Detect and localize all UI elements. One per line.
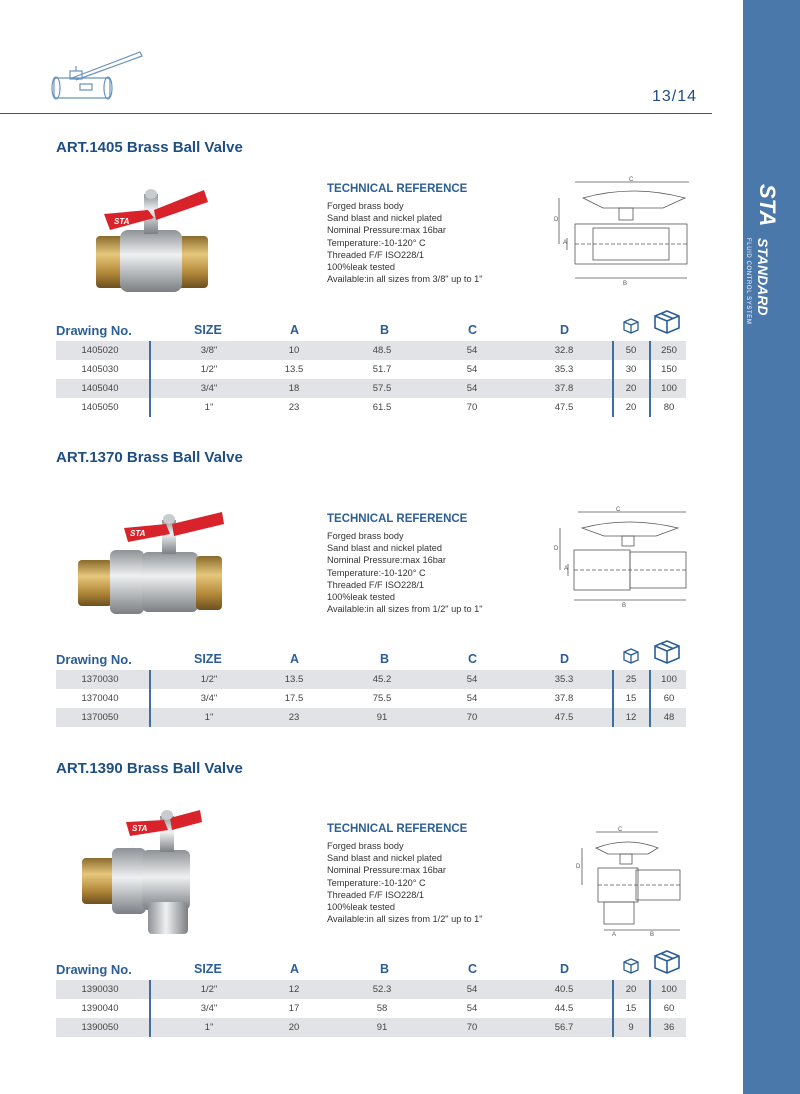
col-c: C [468, 652, 478, 666]
table-row [56, 398, 686, 417]
cell-c: 54 [466, 345, 478, 356]
table-row [56, 360, 686, 379]
svg-text:A: A [563, 240, 568, 246]
svg-text:A: A [564, 566, 569, 572]
cell-d: 40.5 [554, 984, 574, 995]
table-row [56, 341, 686, 360]
cell-size: 1/2" [200, 674, 218, 685]
cell-drawing-no: 1390040 [81, 1003, 119, 1014]
cell-inner-box: 20 [625, 984, 637, 995]
col-a: A [290, 962, 300, 976]
dimension-drawing [574, 826, 690, 943]
cell-inner-box: 20 [625, 383, 637, 394]
brand-logo [745, 184, 794, 344]
cell-size: 3/4" [200, 693, 218, 704]
cell-b: 91 [376, 1022, 388, 1033]
tech-line: Temperature:-10-120° C [327, 877, 426, 888]
tech-line: 100%leak tested [327, 902, 395, 913]
svg-text:C: C [616, 507, 621, 513]
page-number: 13/14 [652, 88, 698, 105]
col-b: B [380, 962, 390, 976]
inner-box-icon [622, 958, 640, 979]
cell-carton: 60 [663, 1003, 675, 1014]
svg-text:C: C [629, 177, 634, 183]
cell-b: 75.5 [372, 693, 392, 704]
cell-inner-box: 9 [628, 1022, 634, 1033]
cell-a: 10 [288, 345, 300, 356]
column-divider [149, 670, 151, 727]
svg-text:B: B [650, 932, 655, 938]
svg-text:A: A [612, 932, 617, 938]
cell-a: 17 [288, 1003, 300, 1014]
table-row [56, 708, 686, 727]
table-row [56, 379, 686, 398]
cell-a: 20 [288, 1022, 300, 1033]
section-title: ART.1390 Brass Ball Valve [56, 760, 243, 777]
column-divider [612, 341, 614, 417]
section-title: ART.1405 Brass Ball Valve [56, 139, 243, 156]
tech-line: Nominal Pressure:max 16bar [327, 225, 446, 236]
col-drawing-no: Drawing No. [56, 323, 132, 338]
col-b: B [380, 652, 390, 666]
cell-drawing-no: 1390030 [81, 984, 119, 995]
inner-box-icon [622, 648, 640, 669]
cell-c: 54 [466, 693, 478, 704]
cell-carton: 100 [661, 674, 677, 685]
cell-c: 54 [466, 984, 478, 995]
cell-drawing-no: 1405020 [81, 345, 119, 356]
dimension-drawing [553, 176, 693, 295]
cell-c: 70 [466, 1022, 478, 1033]
cell-b: 58 [376, 1003, 388, 1014]
table-row [56, 1018, 686, 1037]
cell-carton: 100 [661, 984, 677, 995]
brand-tagline: FLUID CONTROL SYSTEM [745, 238, 751, 325]
cell-a: 18 [288, 383, 300, 394]
cell-inner-box: 50 [625, 345, 637, 356]
cell-size: 3/4" [200, 383, 218, 394]
cell-carton: 36 [663, 1022, 675, 1033]
cell-inner-box: 15 [625, 693, 637, 704]
svg-text:D: D [554, 546, 559, 552]
section-title: ART.1370 Brass Ball Valve [56, 449, 243, 466]
col-size: SIZE [194, 962, 222, 976]
cell-size: 1" [204, 1022, 214, 1033]
cell-carton: 100 [661, 383, 677, 394]
svg-text:B: B [623, 281, 628, 287]
cell-a: 13.5 [284, 674, 304, 685]
cell-b: 45.2 [372, 674, 392, 685]
column-divider [149, 980, 151, 1037]
cell-inner-box: 25 [625, 674, 637, 685]
column-divider [649, 980, 651, 1037]
col-c: C [468, 323, 478, 337]
product-photo [76, 508, 226, 621]
cell-b: 91 [376, 712, 388, 723]
cell-drawing-no: 1390050 [81, 1022, 119, 1033]
column-divider [612, 670, 614, 727]
cell-d: 32.8 [554, 345, 574, 356]
tech-line: Nominal Pressure:max 16bar [327, 865, 446, 876]
technical-reference [327, 513, 537, 615]
tech-line: Available:in all sizes from 1/2" up to 1" [327, 604, 483, 615]
cell-a: 23 [288, 402, 300, 413]
cell-size: 1" [204, 712, 214, 723]
cell-d: 47.5 [554, 712, 574, 723]
col-d: D [560, 652, 570, 666]
cell-b: 51.7 [372, 364, 392, 375]
col-drawing-no: Drawing No. [56, 962, 132, 977]
tech-title: TECHNICAL REFERENCE [327, 823, 468, 835]
tech-line: Forged brass body [327, 841, 404, 851]
cell-inner-box: 12 [625, 712, 637, 723]
carton-icon [652, 948, 682, 979]
size-table [56, 341, 686, 417]
column-divider [649, 341, 651, 417]
header-rule [0, 113, 712, 114]
tech-line: Temperature:-10-120° C [327, 237, 426, 248]
cell-inner-box: 20 [625, 402, 637, 413]
svg-text:STA: STA [130, 529, 146, 538]
svg-text:STA: STA [132, 824, 148, 833]
svg-text:B: B [622, 603, 627, 609]
size-table [56, 980, 686, 1037]
col-d: D [560, 962, 570, 976]
cell-a: 23 [288, 712, 300, 723]
brand-logo-text: STA [755, 184, 780, 227]
tech-line: Sand blast and nickel plated [327, 213, 442, 224]
cell-size: 1" [204, 402, 214, 413]
cell-a: 12 [288, 984, 300, 995]
tech-line: Threaded F/F ISO228/1 [327, 889, 425, 900]
cell-drawing-no: 1405050 [81, 402, 119, 413]
table-row [56, 689, 686, 708]
cell-d: 35.3 [554, 364, 574, 375]
svg-text:D: D [554, 217, 559, 223]
technical-reference [327, 183, 537, 285]
cell-c: 54 [466, 364, 478, 375]
column-divider [649, 670, 651, 727]
cell-drawing-no: 1370030 [81, 674, 119, 685]
cell-d: 37.8 [554, 383, 574, 394]
cell-size: 1/2" [200, 984, 218, 995]
tech-line: 100%leak tested [327, 592, 395, 603]
cell-inner-box: 15 [625, 1003, 637, 1014]
col-size: SIZE [194, 323, 222, 337]
cell-inner-box: 30 [625, 364, 637, 375]
table-row [56, 670, 686, 689]
tech-line: Nominal Pressure:max 16bar [327, 555, 446, 566]
cell-b: 61.5 [372, 402, 392, 413]
cell-size: 1/2" [200, 364, 218, 375]
tech-line: Sand blast and nickel plated [327, 543, 442, 554]
cell-b: 57.5 [372, 383, 392, 394]
table-header [56, 321, 686, 341]
tech-line: Sand blast and nickel plated [327, 853, 442, 864]
cell-b: 52.3 [372, 984, 392, 995]
cell-c: 54 [466, 383, 478, 394]
col-c: C [468, 962, 478, 976]
tech-line: 100%leak tested [327, 262, 395, 273]
cell-d: 35.3 [554, 674, 574, 685]
cell-drawing-no: 1370050 [81, 712, 119, 723]
cell-c: 70 [466, 712, 478, 723]
tech-line: Threaded F/F ISO228/1 [327, 249, 425, 260]
inner-box-icon [622, 318, 640, 339]
tech-line: Available:in all sizes from 1/2" up to 1" [327, 914, 483, 925]
product-photo [92, 184, 212, 301]
brand-name: STANDARD [755, 238, 771, 316]
svg-text:C: C [618, 827, 623, 833]
table-header [56, 960, 686, 980]
carton-icon [652, 638, 682, 669]
product-photo [80, 806, 204, 941]
cell-carton: 80 [663, 402, 675, 413]
column-divider [612, 980, 614, 1037]
cell-c: 54 [466, 674, 478, 685]
tech-line: Forged brass body [327, 531, 404, 541]
carton-icon [652, 308, 682, 339]
table-header [56, 650, 686, 670]
cell-drawing-no: 1405030 [81, 364, 119, 375]
table-row [56, 980, 686, 999]
col-d: D [560, 323, 570, 337]
cell-carton: 150 [661, 364, 677, 375]
col-a: A [290, 652, 300, 666]
technical-reference [327, 823, 537, 925]
svg-text:D: D [576, 864, 581, 870]
cell-carton: 250 [661, 345, 677, 356]
cell-c: 70 [466, 402, 478, 413]
cell-size: 3/4" [200, 1003, 218, 1014]
cell-b: 48.5 [372, 345, 392, 356]
cell-d: 56.7 [554, 1022, 574, 1033]
cell-d: 44.5 [554, 1003, 574, 1014]
col-b: B [380, 323, 390, 337]
table-row [56, 999, 686, 1018]
cell-carton: 60 [663, 693, 675, 704]
column-divider [149, 341, 151, 417]
cell-d: 47.5 [554, 402, 574, 413]
cell-a: 17.5 [284, 693, 304, 704]
tech-line: Available:in all sizes from 3/8" up to 1" [327, 274, 483, 285]
size-table [56, 670, 686, 727]
col-a: A [290, 323, 300, 337]
col-size: SIZE [194, 652, 222, 666]
tech-line: Forged brass body [327, 201, 404, 211]
tech-line: Temperature:-10-120° C [327, 567, 426, 578]
cell-drawing-no: 1370040 [81, 693, 119, 704]
cell-d: 37.8 [554, 693, 574, 704]
cell-drawing-no: 1405040 [81, 383, 119, 394]
dimension-drawing [552, 506, 692, 617]
cell-size: 3/8" [200, 345, 218, 356]
col-drawing-no: Drawing No. [56, 652, 132, 667]
tech-title: TECHNICAL REFERENCE [327, 183, 468, 195]
cell-carton: 48 [663, 712, 675, 723]
svg-text:STA: STA [114, 217, 130, 226]
cell-a: 13.5 [284, 364, 304, 375]
tech-title: TECHNICAL REFERENCE [327, 513, 468, 525]
cell-c: 54 [466, 1003, 478, 1014]
brand-sidebar [743, 0, 800, 1094]
valve-outline-icon [50, 44, 150, 111]
tech-line: Threaded F/F ISO228/1 [327, 579, 425, 590]
